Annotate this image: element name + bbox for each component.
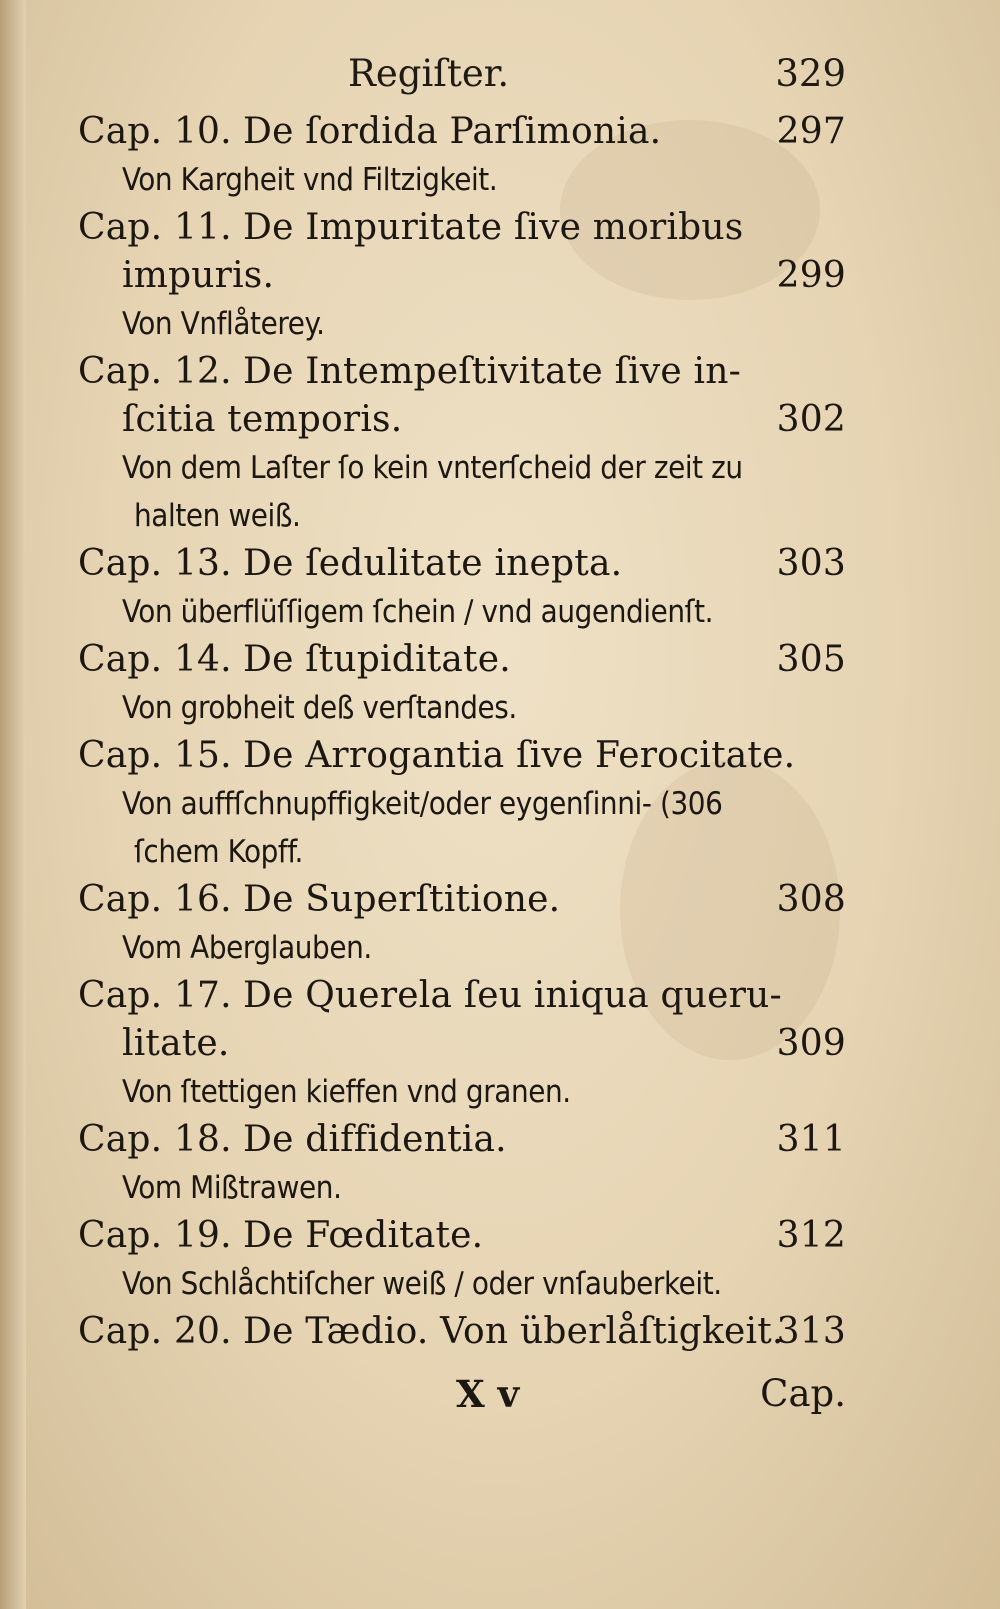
register-entry <box>78 1308 846 1356</box>
entry-german-line: Von dem Laſter ſo kein vnterſcheid der zeit zu <box>122 450 743 486</box>
entry-latin-line <box>78 1020 846 1068</box>
register-entry <box>78 732 846 876</box>
latin-title: De Impuritate ſive moribus <box>243 207 744 248</box>
running-header <box>78 52 846 102</box>
entry-latin-line <box>78 636 846 684</box>
chapter-label: Cap. 17. <box>78 975 232 1016</box>
entry-page-number: 309 <box>776 1023 846 1064</box>
entry-page-number: 312 <box>776 1215 846 1256</box>
page-footer <box>78 1372 846 1422</box>
register-entry <box>78 972 846 1116</box>
latin-title: De diffidentia. <box>243 1119 507 1160</box>
running-title: Regiſter. <box>348 52 510 95</box>
entry-latin-line <box>78 1116 846 1164</box>
latin-title: De ſtupiditate. <box>243 639 511 680</box>
latin-title: impuris. <box>122 255 275 296</box>
register-entry <box>78 108 846 204</box>
latin-title: De Tædio. Von überlåſtigkeit. <box>243 1311 784 1352</box>
latin-title: De Fœditate. <box>243 1215 484 1256</box>
entry-german-line: Von ſtettigen kieffen vnd granen. <box>122 1074 571 1110</box>
entry-german-line: Von grobheit deß verſtandes. <box>122 690 517 726</box>
register-entry <box>78 636 846 732</box>
chapter-label: Cap. 11. <box>78 207 232 248</box>
page-number: 329 <box>775 52 846 95</box>
register-entry <box>78 204 846 348</box>
signature-mark: X v <box>456 1372 520 1416</box>
entry-german-line: Von auffſchnupffigkeit/oder eygenſinni- (306 <box>122 786 723 822</box>
chapter-label: Cap. 18. <box>78 1119 232 1160</box>
entry-page-number: 303 <box>776 543 846 584</box>
entry-german-line: ſchem Kopff. <box>134 834 303 870</box>
entry-german-line: Vom Mißtrawen. <box>122 1170 342 1206</box>
catchword: Cap. <box>760 1372 846 1415</box>
entry-latin-line <box>78 252 846 300</box>
chapter-label: Cap. 12. <box>78 351 232 392</box>
entry-page-number: 311 <box>776 1119 846 1160</box>
entry-latin-line <box>78 1308 846 1356</box>
entry-german-line: Von Kargheit vnd Filtzigkeit. <box>122 162 498 198</box>
entry-page-number: 313 <box>776 1311 846 1352</box>
entry-latin-line <box>78 1212 846 1260</box>
chapter-label: Cap. 10. <box>78 111 232 152</box>
entry-german-line: Von überflüſſigem ſchein / vnd augendienſt. <box>122 594 714 630</box>
entry-page-number: 297 <box>776 111 846 152</box>
register-entry <box>78 1212 846 1308</box>
entry-german-line: Von Schlåchtiſcher weiß / oder vnſauberkeit. <box>122 1266 722 1302</box>
entry-page-number: 302 <box>776 399 846 440</box>
entry-page-number: 299 <box>776 255 846 296</box>
page-gutter <box>0 0 26 1609</box>
latin-title: De Querela ſeu iniqua queru- <box>243 975 782 1016</box>
register-entry <box>78 876 846 972</box>
chapter-label: Cap. 14. <box>78 639 232 680</box>
latin-title: De ſordida Parſimonia. <box>243 111 662 152</box>
latin-title: De Superſtitione. <box>243 879 561 920</box>
entry-latin-line <box>78 204 846 252</box>
entry-latin-line <box>78 732 846 780</box>
entry-latin-line <box>78 540 846 588</box>
entry-german-line: halten weiß. <box>134 498 301 534</box>
latin-title: ſcitia temporis. <box>122 399 403 440</box>
entry-latin-line <box>78 972 846 1020</box>
entry-page-number: 308 <box>776 879 846 920</box>
register-entry <box>78 1116 846 1212</box>
latin-title: De Arrogantia ſive Ferocitate. <box>243 735 796 776</box>
latin-title: De ſedulitate inepta. <box>243 543 623 584</box>
latin-title: litate. <box>122 1023 230 1064</box>
entry-latin-line <box>78 348 846 396</box>
entry-german-line: Von Vnflåterey. <box>122 306 325 342</box>
chapter-label: Cap. 16. <box>78 879 232 920</box>
chapter-label: Cap. 19. <box>78 1215 232 1256</box>
chapter-label: Cap. 20. <box>78 1311 232 1352</box>
latin-title: De Intempeſtivitate ſive in- <box>243 351 741 392</box>
entry-german-line: Vom Aberglauben. <box>122 930 372 966</box>
chapter-label: Cap. 15. <box>78 735 232 776</box>
entry-latin-line <box>78 396 846 444</box>
register-entry <box>78 348 846 540</box>
entry-latin-line <box>78 108 846 156</box>
chapter-label: Cap. 13. <box>78 543 232 584</box>
entry-page-number: 305 <box>776 639 846 680</box>
entry-latin-line <box>78 876 846 924</box>
register-entry <box>78 540 846 636</box>
register-list <box>78 108 846 1356</box>
